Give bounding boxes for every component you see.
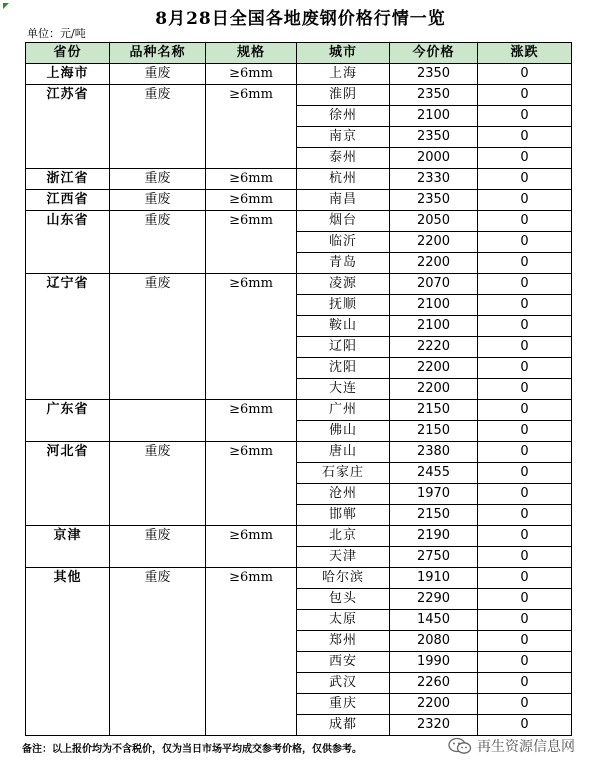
price-cell: 2100 [390,295,478,316]
price-cell: 2750 [390,547,478,568]
change-cell: 0 [478,253,572,274]
price-cell: 2190 [390,526,478,547]
city-cell: 包头 [297,589,390,610]
variety-cell: 重废 [110,442,206,526]
price-cell: 2220 [390,337,478,358]
change-cell: 0 [478,64,572,85]
city-cell: 唐山 [297,442,390,463]
footnote: 备注：以上报价均为不含税价，仅为当日市场平均成交参考价格，仅供参考。 [22,744,362,755]
change-cell: 0 [478,274,572,295]
price-cell: 2290 [390,589,478,610]
header-spec: 规格 [206,43,297,64]
change-cell: 0 [478,421,572,442]
table-body [26,64,572,736]
city-cell: 广州 [297,400,390,421]
spec-cell: ≥6mm [206,568,297,736]
city-cell: 天津 [297,547,390,568]
price-cell: 2330 [390,169,478,190]
city-cell: 哈尔滨 [297,568,390,589]
city-cell: 凌源 [297,274,390,295]
province-cell: 浙江省 [26,169,110,190]
change-cell: 0 [478,568,572,589]
province-cell: 其他 [26,568,110,736]
change-cell: 0 [478,169,572,190]
change-cell: 0 [478,379,572,400]
price-cell: 2100 [390,106,478,127]
price-cell: 2200 [390,232,478,253]
province-cell: 江西省 [26,190,110,211]
price-cell: 2100 [390,316,478,337]
change-cell: 0 [478,652,572,673]
city-cell: 西安 [297,652,390,673]
table-row [26,400,572,421]
spec-cell: ≥6mm [206,64,297,85]
city-cell: 重庆 [297,694,390,715]
change-cell: 0 [478,442,572,463]
city-cell: 佛山 [297,421,390,442]
change-cell: 0 [478,400,572,421]
variety-cell: 重废 [110,526,206,568]
table-row [26,85,572,106]
city-cell: 成都 [297,715,390,736]
variety-cell: 重废 [110,568,206,736]
price-cell: 2320 [390,715,478,736]
city-cell: 南昌 [297,190,390,211]
price-cell: 2200 [390,379,478,400]
change-cell: 0 [478,148,572,169]
change-cell: 0 [478,232,572,253]
spec-cell: ≥6mm [206,526,297,568]
table-header-row [26,43,572,64]
city-cell: 杭州 [297,169,390,190]
price-cell: 2350 [390,190,478,211]
city-cell: 北京 [297,526,390,547]
city-cell: 郑州 [297,631,390,652]
province-cell: 山东省 [26,211,110,274]
city-cell: 辽阳 [297,337,390,358]
spec-cell: ≥6mm [206,85,297,169]
price-cell: 2080 [390,631,478,652]
variety-cell: 重废 [110,274,206,400]
province-cell: 上海市 [26,64,110,85]
change-cell: 0 [478,106,572,127]
price-cell: 1450 [390,610,478,631]
price-cell: 1910 [390,568,478,589]
change-cell: 0 [478,673,572,694]
price-cell: 2200 [390,694,478,715]
variety-cell: 重废 [110,64,206,85]
header-change: 涨跌 [478,43,572,64]
spec-cell: ≥6mm [206,274,297,400]
price-cell: 2380 [390,442,478,463]
variety-cell: 重废 [110,85,206,169]
price-cell: 2350 [390,64,478,85]
price-table [25,42,572,736]
change-cell: 0 [478,505,572,526]
price-cell: 2200 [390,253,478,274]
city-cell: 鞍山 [297,316,390,337]
change-cell: 0 [478,610,572,631]
price-cell: 2070 [390,274,478,295]
price-cell: 2150 [390,421,478,442]
city-cell: 武汉 [297,673,390,694]
change-cell: 0 [478,127,572,148]
province-cell: 江苏省 [26,85,110,169]
price-cell: 2350 [390,85,478,106]
city-cell: 淮阴 [297,85,390,106]
spec-cell: ≥6mm [206,211,297,274]
city-cell: 徐州 [297,106,390,127]
variety-cell: 重废 [110,211,206,274]
price-cell: 2050 [390,211,478,232]
price-cell: 1990 [390,652,478,673]
header-variety: 品种名称 [110,43,206,64]
city-cell: 青岛 [297,253,390,274]
spec-cell: ≥6mm [206,442,297,526]
table-row [26,190,572,211]
header-province: 省份 [26,43,110,64]
change-cell: 0 [478,589,572,610]
table-row [26,274,572,295]
province-cell: 广东省 [26,400,110,442]
change-cell: 0 [478,316,572,337]
city-cell: 上海 [297,64,390,85]
city-cell: 大连 [297,379,390,400]
header-price: 今价格 [390,43,478,64]
header-city: 城市 [297,43,390,64]
change-cell: 0 [478,526,572,547]
variety-cell: 重废 [110,169,206,190]
change-cell: 0 [478,484,572,505]
table-row [26,211,572,232]
city-cell: 石家庄 [297,463,390,484]
province-cell: 河北省 [26,442,110,526]
wechat-icon [448,737,472,755]
city-cell: 南京 [297,127,390,148]
province-cell: 辽宁省 [26,274,110,400]
city-cell: 邯郸 [297,505,390,526]
price-cell: 2350 [390,127,478,148]
change-cell: 0 [478,463,572,484]
price-cell: 2260 [390,673,478,694]
spec-cell: ≥6mm [206,400,297,442]
change-cell: 0 [478,358,572,379]
change-cell: 0 [478,631,572,652]
table-row [26,526,572,547]
spec-cell: ≥6mm [206,190,297,211]
city-cell: 烟台 [297,211,390,232]
change-cell: 0 [478,694,572,715]
price-cell: 2150 [390,505,478,526]
change-cell: 0 [478,715,572,736]
change-cell: 0 [478,337,572,358]
spec-cell: ≥6mm [206,169,297,190]
city-cell: 泰州 [297,148,390,169]
city-cell: 抚顺 [297,295,390,316]
unit-label: 单位：元/吨 [27,27,86,40]
price-cell: 2200 [390,358,478,379]
change-cell: 0 [478,295,572,316]
page-title: 8月28日全国各地废钢价格行情一览 [155,9,446,29]
table-row [26,64,572,85]
table-row [26,169,572,190]
watermark [448,736,575,756]
change-cell: 0 [478,190,572,211]
variety-cell [110,400,206,442]
change-cell: 0 [478,85,572,106]
change-cell: 0 [478,211,572,232]
price-cell: 1970 [390,484,478,505]
change-cell: 0 [478,547,572,568]
province-cell: 京津 [26,526,110,568]
table-row [26,442,572,463]
city-cell: 临沂 [297,232,390,253]
table-row [26,568,572,589]
city-cell: 沧州 [297,484,390,505]
price-cell: 2150 [390,400,478,421]
city-cell: 沈阳 [297,358,390,379]
variety-cell: 重废 [110,190,206,211]
price-cell: 2455 [390,463,478,484]
city-cell: 太原 [297,610,390,631]
price-cell: 2000 [390,148,478,169]
watermark-text: 再生资源信息网 [477,739,575,755]
